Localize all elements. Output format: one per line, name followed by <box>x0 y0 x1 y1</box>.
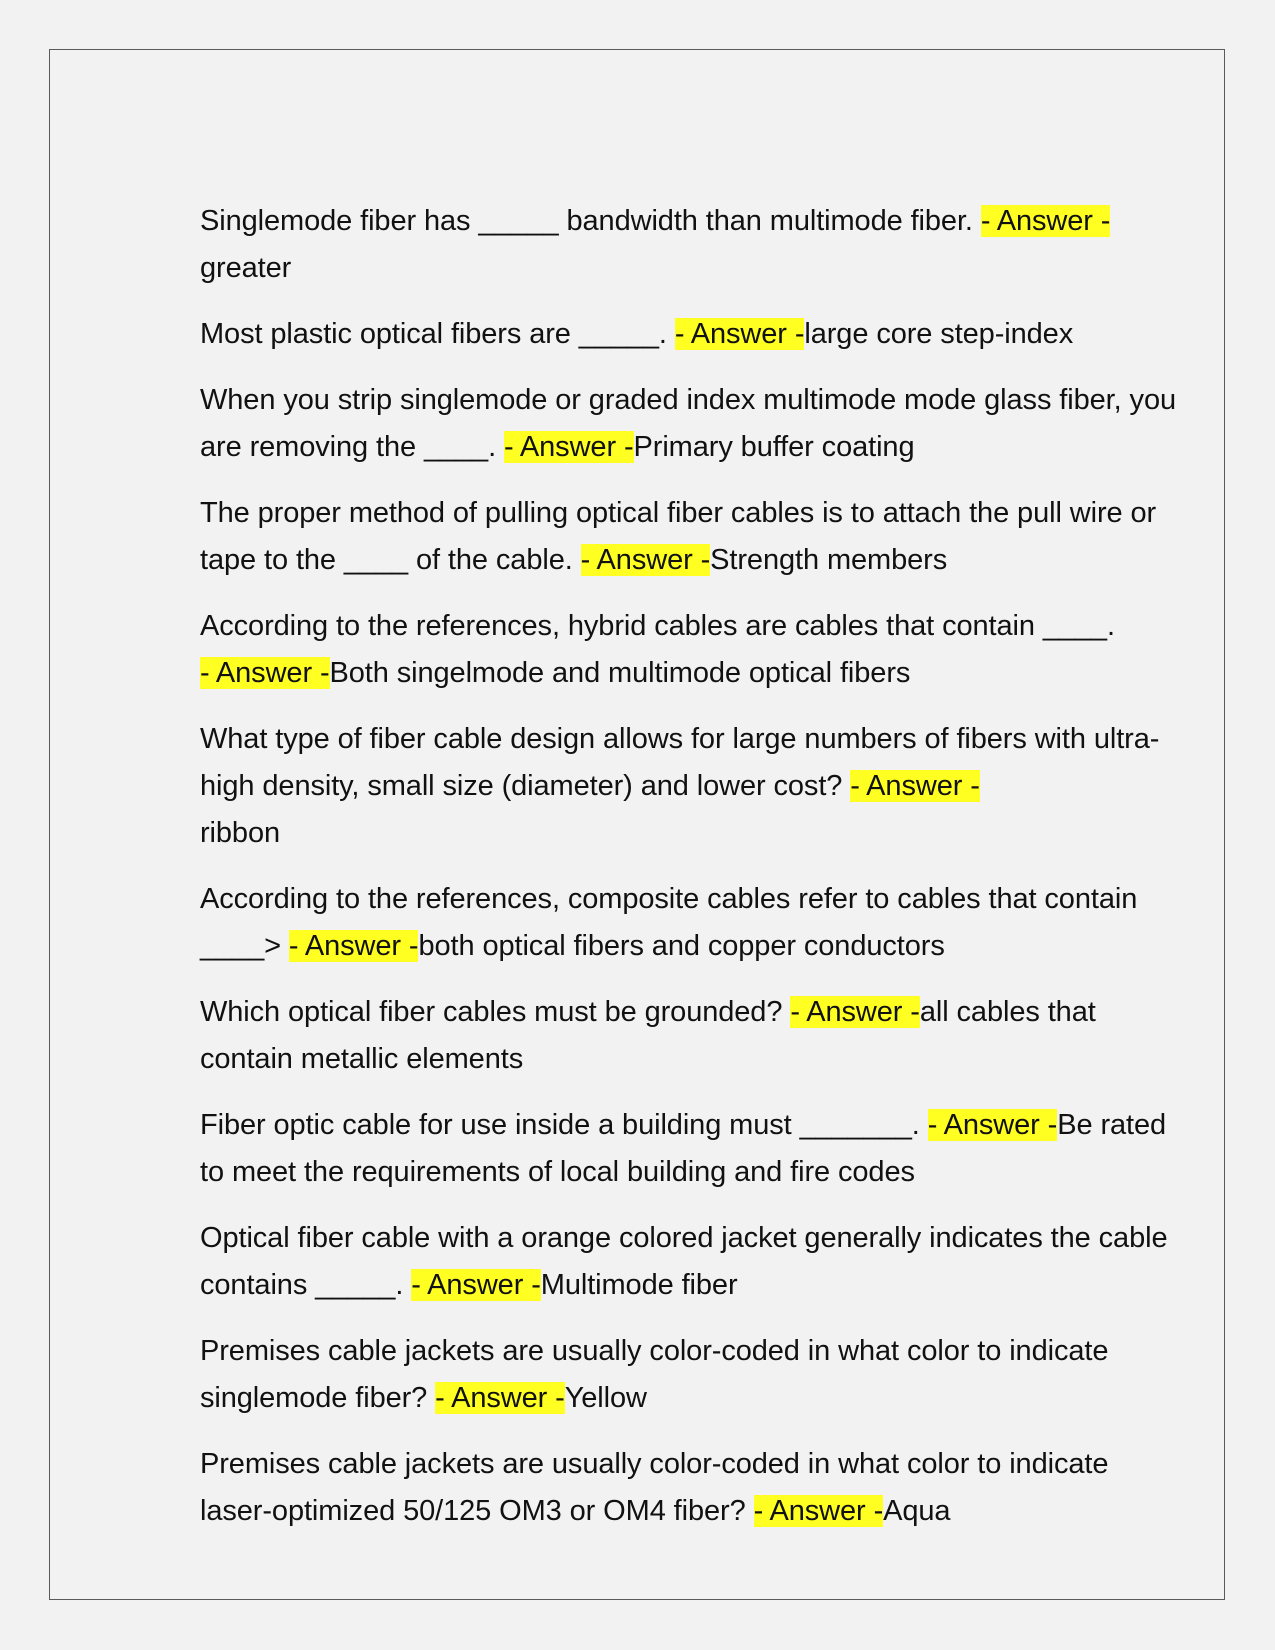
question-text: Optical fiber cable with a orange colored jacket generally indicates the cable contains _____. <box>200 1222 1168 1301</box>
answer-marker: - Answer - <box>435 1382 565 1414</box>
answer-marker: - Answer - <box>980 205 1111 237</box>
question-text: What type of fiber cable design allows for large numbers of fibers with ultra-high density, small size (diameter) and lower cost? <box>200 723 1160 802</box>
answer-marker: - Answer - <box>674 318 805 350</box>
answer-text: all cables that contain metallic elements <box>200 996 1096 1075</box>
answer-marker: - Answer - <box>504 431 634 463</box>
qa-item-7 <box>200 876 1180 970</box>
qa-item-5 <box>200 603 1180 697</box>
answer-text: Primary buffer coating <box>633 431 915 463</box>
answer-text: Be rated to meet the requirements of local building and fire codes <box>200 1109 1167 1188</box>
answer-text: Multimode fiber <box>540 1269 738 1301</box>
qa-item-2 <box>200 311 1180 358</box>
qa-item-3 <box>200 377 1180 471</box>
qa-item-1 <box>200 198 1180 292</box>
answer-marker: - Answer - <box>850 770 980 802</box>
question-text: According to the references, hybrid cables are cables that contain ____. <box>200 610 1115 642</box>
question-text: Singlemode fiber has _____ bandwidth than multimode fiber. <box>200 205 981 237</box>
answer-text: both optical fibers and copper conductors <box>418 930 945 962</box>
question-text: Fiber optic cable for use inside a building must _______. <box>200 1109 928 1141</box>
qa-item-11 <box>200 1328 1180 1422</box>
answer-marker: - Answer - <box>411 1269 541 1301</box>
qa-item-10 <box>200 1215 1180 1309</box>
answer-text: Strength members <box>710 544 948 576</box>
question-text: Premises cable jackets are usually color-coded in what color to indicate singlemode fiber? <box>200 1335 1109 1414</box>
answer-marker: - Answer - <box>790 996 920 1028</box>
answer-text: Aqua <box>883 1495 951 1527</box>
document-body <box>200 198 1180 1554</box>
answer-text: large core step-index <box>804 318 1074 350</box>
qa-item-4 <box>200 490 1180 584</box>
page-frame <box>49 49 1225 1600</box>
answer-marker: - Answer - <box>288 930 419 962</box>
question-text: Which optical fiber cables must be grounded? <box>200 996 791 1028</box>
answer-marker: - Answer - <box>927 1109 1058 1141</box>
qa-item-6 <box>200 716 1180 857</box>
qa-item-12 <box>200 1441 1180 1535</box>
answer-marker: - Answer - <box>580 544 711 576</box>
question-text: When you strip singlemode or graded index multimode mode glass fiber, you are removing the ____. <box>200 384 1176 463</box>
question-text: Premises cable jackets are usually color-coded in what color to indicate laser-optimized 50/125 OM3 or OM4 fiber? <box>200 1448 1109 1527</box>
answer-text: ribbon <box>200 817 281 849</box>
question-text: The proper method of pulling optical fiber cables is to attach the pull wire or tape to the ____ of the cable. <box>200 497 1157 576</box>
answer-marker: - Answer - <box>753 1495 884 1527</box>
qa-item-8 <box>200 989 1180 1083</box>
qa-item-9 <box>200 1102 1180 1196</box>
question-text: Most plastic optical fibers are _____. <box>200 318 675 350</box>
answer-marker: - Answer - <box>200 657 330 689</box>
answer-text: greater <box>200 252 292 284</box>
answer-text: Yellow <box>564 1382 647 1414</box>
answer-text: Both singelmode and multimode optical fibers <box>329 657 911 689</box>
question-text: According to the references, composite cables refer to cables that contain ____> <box>200 883 1138 962</box>
